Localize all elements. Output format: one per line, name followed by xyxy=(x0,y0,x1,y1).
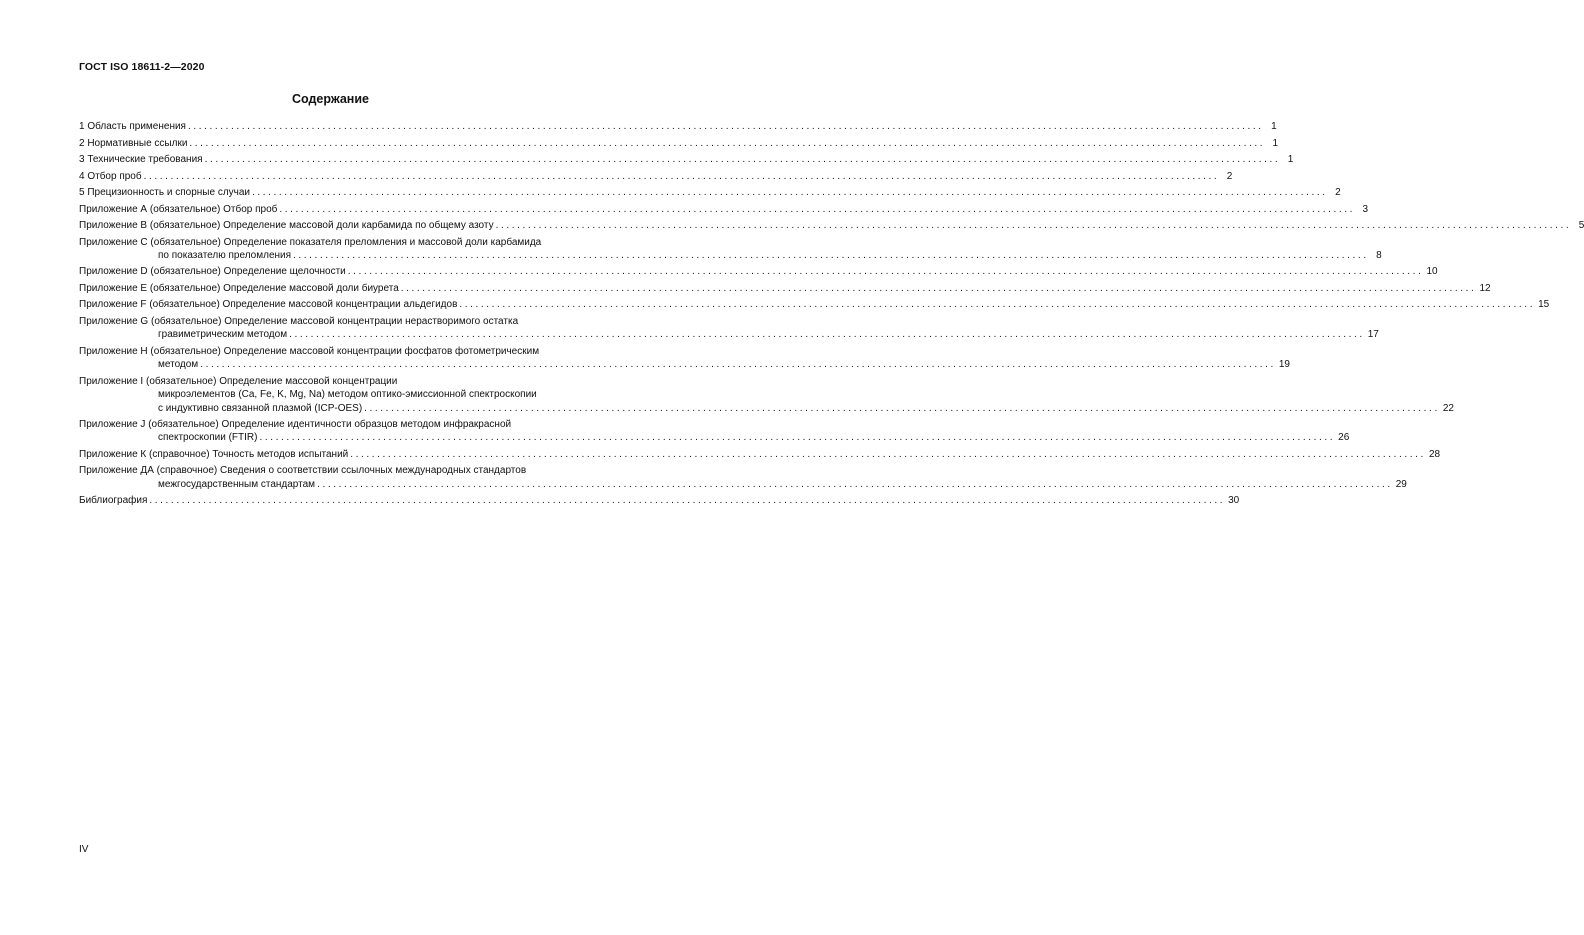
toc-entry-title: Приложение Е (обязательное) Определение массовой доли биурета xyxy=(79,282,399,294)
toc-entry-page: 3 xyxy=(1362,203,1369,215)
toc-entry[interactable] xyxy=(79,494,1240,508)
toc-entry[interactable] xyxy=(79,236,1382,263)
page-number: IV xyxy=(79,844,89,855)
toc-entry-page: 15 xyxy=(1538,299,1550,310)
toc-entry-page: 22 xyxy=(1442,402,1454,414)
toc-entry[interactable] xyxy=(79,448,1441,462)
dot-leader: ........................................................................................................................................................................................................ xyxy=(259,432,1336,443)
dot-leader: ........................................................................................................................................................................................................ xyxy=(143,170,1220,182)
toc-entry[interactable] xyxy=(79,282,1491,296)
toc-entry[interactable] xyxy=(79,464,1407,491)
toc-entry-page: 12 xyxy=(1479,282,1491,294)
toc-entry[interactable] xyxy=(79,375,1454,416)
toc-entry-title: Приложение А (обязательное) Отбор проб xyxy=(79,203,278,215)
dot-leader: ........................................................................................................................................................................................................ xyxy=(279,203,1356,215)
toc-entry-title: Приложение F (обязательное) Определение массовой концентрации альдегидов xyxy=(79,299,458,310)
toc-entry-title: Библиография xyxy=(79,494,148,506)
toc-entry-title: Приложение К (справочное) Точность методов испытаний xyxy=(79,448,349,460)
toc-entry[interactable] xyxy=(79,298,1550,312)
dot-leader: ........................................................................................................................................................................................................ xyxy=(293,250,1369,261)
toc-entry-page: 5 xyxy=(1578,220,1584,231)
toc-entry-title: Приложение J (обязательное) Определение идентичности образцов методом инфракрасной xyxy=(79,418,512,430)
page-title: Содержание xyxy=(291,92,369,106)
toc-entry-title: спектроскопии (FTIR) xyxy=(158,432,258,443)
toc-entry[interactable] xyxy=(79,418,1350,445)
document-number: ГОСТ ISO 18611-2—2020 xyxy=(79,61,205,73)
toc-entry-page: 1 xyxy=(1287,154,1294,165)
toc-entry[interactable] xyxy=(79,219,1584,233)
toc-entry-page: 28 xyxy=(1428,448,1441,460)
toc-entry-page: 17 xyxy=(1367,329,1379,340)
dot-leader: ........................................................................................................................................................................................................ xyxy=(252,187,1328,198)
dot-leader: ........................................................................................................................................................................................................ xyxy=(364,402,1440,414)
toc-entry[interactable] xyxy=(79,170,1233,184)
dot-leader: ........................................................................................................................................................................................................ xyxy=(317,478,1393,490)
toc-entry-title: 2 Нормативные ссылки xyxy=(79,137,188,149)
toc-entry[interactable] xyxy=(79,265,1438,279)
toc-entry-title: по показателю преломления xyxy=(158,250,292,261)
dot-leader: ........................................................................................................................................................................................................ xyxy=(200,359,1276,370)
toc-entry-title: 1 Область применения xyxy=(79,121,186,132)
toc-entry-page: 29 xyxy=(1395,478,1407,490)
toc-entry-title: 5 Прецизионность и спорные случаи xyxy=(79,187,251,198)
dot-leader: ........................................................................................................................................................................................................ xyxy=(187,121,1264,132)
toc-entry-title: Приложение I (обязательное) Определение массовой концентрации xyxy=(79,375,398,387)
toc-entry-page: 26 xyxy=(1338,432,1350,443)
dot-leader: ........................................................................................................................................................................................................ xyxy=(400,282,1477,294)
toc-entry-title: Приложение Н (обязательное) Определение массовой концентрации фосфатов фотометрическим xyxy=(79,345,540,357)
toc-entry-page: 2 xyxy=(1226,170,1233,182)
toc-entry[interactable] xyxy=(79,137,1279,151)
toc-entry-page: 1 xyxy=(1271,121,1277,132)
toc-entry[interactable] xyxy=(79,120,1277,134)
toc-entry[interactable] xyxy=(79,345,1290,372)
toc-entry-title: гравиметрическим методом xyxy=(158,329,288,340)
toc-entry[interactable] xyxy=(79,315,1379,342)
toc-entry[interactable] xyxy=(79,153,1294,167)
toc-entry-title: межгосударственным стандартам xyxy=(158,478,316,490)
toc-entry-page: 10 xyxy=(1426,266,1438,277)
toc-entry-title: 4 Отбор проб xyxy=(79,170,142,182)
toc-entry-title: Приложение В (обязательное) Определение массовой доли карбамида по общему азоту xyxy=(79,220,494,231)
dot-leader: ........................................................................................................................................................................................................ xyxy=(149,494,1226,506)
toc-entry-page: 30 xyxy=(1228,494,1240,506)
dot-leader: ........................................................................................................................................................................................................ xyxy=(459,299,1536,310)
toc-entry-page: 1 xyxy=(1272,137,1279,149)
dot-leader: ........................................................................................................................................................................................................ xyxy=(350,448,1426,460)
toc-entry-title: 3 Технические требования xyxy=(79,154,203,165)
toc-entry-title: Приложение D (обязательное) Определение щелочности xyxy=(79,266,346,277)
toc-entry-title: Приложение G (обязательное) Определение массовой концентрации нерастворимого остатка xyxy=(79,315,519,327)
toc-entry-page: 19 xyxy=(1278,359,1290,370)
dot-leader: ........................................................................................................................................................................................................ xyxy=(204,154,1281,165)
toc-entry-page: 2 xyxy=(1335,187,1341,198)
toc-entry[interactable] xyxy=(79,203,1369,217)
toc-entry-title: микроэлементов (Ca, Fe, K, Mg, Na) методом оптико-эмиссионной спектроскопии xyxy=(158,389,537,400)
toc-entry-page: 8 xyxy=(1376,250,1382,261)
toc-entry[interactable] xyxy=(79,186,1341,200)
toc-entry-title: Приложение ДА (справочное) Сведения о соответствии ссылочных международных стандартов xyxy=(79,465,527,476)
dot-leader: ........................................................................................................................................................................................................ xyxy=(189,137,1266,149)
toc-entry-title: методом xyxy=(158,359,199,370)
toc-entry-title: Приложение С (обязательное) Определение показателя преломления и массовой доли карбамида xyxy=(79,236,542,248)
dot-leader: ........................................................................................................................................................................................................ xyxy=(289,329,1365,340)
dot-leader: ........................................................................................................................................................................................................ xyxy=(495,220,1572,231)
dot-leader: ........................................................................................................................................................................................................ xyxy=(347,266,1424,277)
toc-entry-title: с индуктивно связанной плазмой (ICP-OES) xyxy=(158,402,363,414)
